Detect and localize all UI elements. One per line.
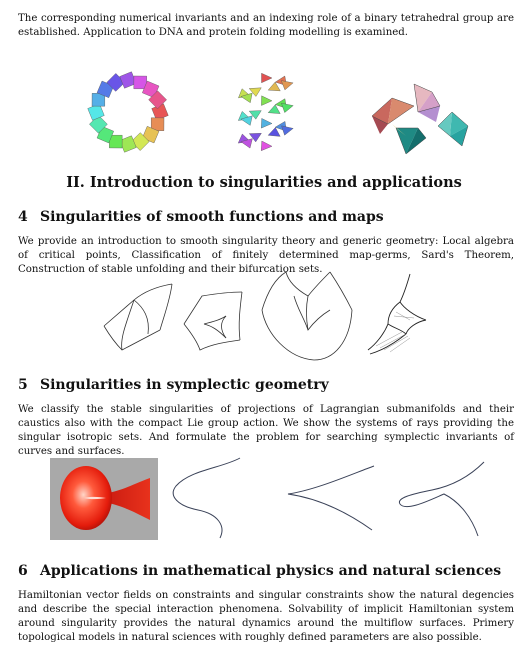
figure-curve-fold <box>170 456 246 540</box>
figure-red-surface <box>50 458 158 540</box>
figure-swallowtail-surface <box>258 270 358 364</box>
figure-fold-surface <box>100 278 180 358</box>
figure-curve-loop <box>392 456 490 540</box>
figure-polyhedral-ring <box>78 68 178 156</box>
section-6-text: Hamiltonian vector fields on constraints and singular constraints show the natural degencies and describe the special interaction phenomena. Solvability of implicit Hamiltonian system around singularity provides the natural dynamics around the multiflow surfaces. Primery topological models in natural sciences with roughly defined parameters are also possible. <box>18 590 514 643</box>
section-title: Applications in mathematical physics and natural sciences <box>40 563 502 579</box>
section-number: 5 <box>18 377 28 393</box>
section-number: 4 <box>18 209 28 225</box>
figure-tetrahedral-chain <box>362 76 472 156</box>
section-4-text: We provide an introduction to smooth singularity theory and generic geometry: Local algebra of critical points, Classification of finitely determined map-germs, Sard's Theorem, Construction of stable unfolding and their bifurcation sets. <box>18 236 514 275</box>
section-number: 6 <box>18 563 28 579</box>
section-title: Singularities of smooth functions and maps <box>40 209 384 225</box>
figure-curve-cusp <box>282 460 378 536</box>
figure-caustic-curve <box>366 272 432 356</box>
figure-polyhedral-helix <box>230 72 300 152</box>
section-5-text: We classify the stable singularities of projections of Lagrangian submanifolds and their caustics also with the compact Lie group action. We show the systems of rays providing the singular isotropic sets. And formulate the problem for searching symplectic invariants of curves and surfaces. <box>18 404 514 457</box>
intro-paragraph: The corresponding numerical invariants and an indexing role of a binary tetrahedral group are established. Application to DNA and protein folding modelling is examined. <box>18 13 514 38</box>
section-6-heading <box>18 563 501 579</box>
section-title: Singularities in symplectic geometry <box>40 377 329 393</box>
part-title: II. Introduction to singularities and applications <box>66 174 462 191</box>
figure-cusp-surface <box>182 288 252 354</box>
section-4-heading <box>18 209 384 225</box>
section-5-heading <box>18 377 329 393</box>
